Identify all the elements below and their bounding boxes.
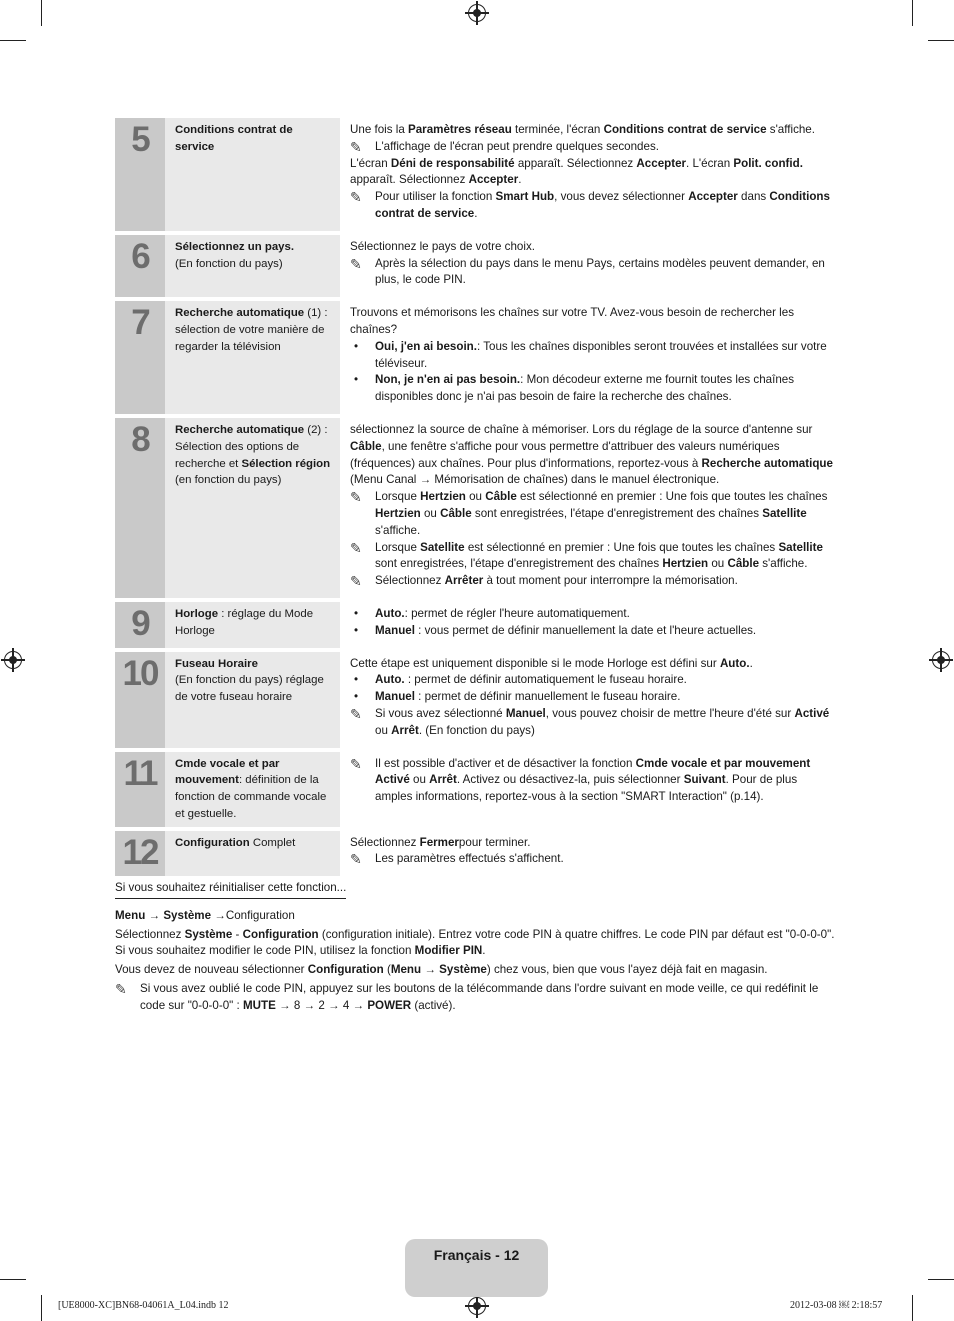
step-description <box>340 752 835 827</box>
text-run: Si vous avez sélectionné <box>375 706 506 720</box>
bullet-item <box>350 372 835 406</box>
text-run: → <box>145 908 164 922</box>
step-number: 8 <box>115 418 165 598</box>
paragraph <box>350 156 835 190</box>
pencil-note-icon: ✎ <box>115 980 127 997</box>
paragraph <box>115 908 835 925</box>
text-run: ou <box>708 557 728 571</box>
bold-text: Arrêter <box>444 574 484 588</box>
text-run: (1) : sélection de votre manière de regarder la télévision <box>175 307 331 353</box>
text-run: L'écran <box>350 156 391 170</box>
step-description <box>340 418 835 598</box>
step-row <box>115 752 835 827</box>
bold-text: Polit. confid. <box>733 156 803 170</box>
bold-text: Modifier PIN <box>414 944 483 958</box>
bold-text: MUTE <box>242 998 276 1012</box>
note-line <box>350 189 835 223</box>
bold-text: Activé <box>375 773 410 787</box>
text-run: Vous devez de nouveau sélectionner <box>115 963 308 977</box>
bold-text: Manuel <box>375 690 415 704</box>
bold-text: Cmde vocale et par mouvement <box>175 757 283 787</box>
step-description <box>340 831 835 877</box>
bold-text: Paramètres réseau <box>408 123 512 136</box>
pencil-note-icon: ✎ <box>350 189 362 206</box>
text-run: est sélectionné en premier : Une fois que toutes les chaînes <box>516 490 831 504</box>
note-line <box>350 540 835 574</box>
text-run: : permet de définir automatiquement le fuseau horaire. <box>404 673 687 687</box>
bold-text: Manuel <box>505 706 546 720</box>
bold-text: POWER <box>367 998 412 1012</box>
bold-text: Satellite <box>420 540 465 554</box>
text-run: ( <box>383 963 391 977</box>
text-run: → 8 → 2 → 4 → <box>275 998 368 1012</box>
note-line <box>350 573 835 590</box>
text-run: . <box>518 173 522 187</box>
text-run: dans <box>737 190 770 204</box>
step-row <box>115 831 835 877</box>
bold-text: Recherche automatique <box>175 423 305 436</box>
step-number: 9 <box>115 602 165 648</box>
bold-text: Menu <box>390 963 422 977</box>
pencil-note-icon: ✎ <box>350 573 362 590</box>
crop-mark <box>0 1279 26 1280</box>
crop-mark <box>928 40 954 41</box>
step-row <box>115 602 835 648</box>
text-run: Une fois la <box>350 123 408 136</box>
paragraph <box>350 305 835 339</box>
text-run: →Configuration <box>211 908 295 922</box>
reset-section-title: Si vous souhaitez réinitialiser cette fonction... <box>115 880 346 899</box>
bold-text: Configuration <box>307 963 384 977</box>
paragraph <box>350 239 835 256</box>
step-row <box>115 652 835 748</box>
step-label <box>165 652 340 748</box>
paragraph <box>115 927 838 961</box>
step-label <box>165 602 340 648</box>
step-row <box>115 235 835 297</box>
text-run: (configuration initiale). Entrez votre code PIN à quatre chiffres. Le code PIN par défaut est "0-0-0-0". Si vous souhaitez modifier le code PIN, utilisez la fonction <box>115 927 838 958</box>
step-label <box>165 301 340 414</box>
registration-mark-icon <box>932 651 950 669</box>
step-description <box>340 602 835 648</box>
note-line <box>350 851 835 868</box>
bold-text: Système <box>163 908 212 922</box>
paragraph <box>115 962 835 979</box>
bold-text: Suivant <box>683 773 726 787</box>
bold-text: Activé <box>794 706 830 720</box>
text-run: ou <box>420 506 441 520</box>
text-run: sont enregistrées, l'étape d'enregistrement des chaînes <box>375 540 827 571</box>
note-line <box>350 706 835 740</box>
text-run: Les paramètres effectués s'affichent. <box>375 852 564 866</box>
text-run: pour terminer. <box>458 835 531 849</box>
bold-text: Arrêt <box>391 723 419 737</box>
crop-mark <box>0 40 26 41</box>
bold-text: Conditions contrat de service <box>175 124 296 153</box>
paragraph <box>350 656 835 673</box>
text-run: Cette étape est uniquement disponible si le mode Horloge est défini sur <box>350 656 720 670</box>
text-run: : Mon décodeur externe me fournit toutes les chaînes disponibles donc je n'ai pas besoin de faire la recherche des chaînes. <box>375 373 798 404</box>
text-run: : Tous les chaînes disponibles seront trouvées et installées sur votre téléviseur. <box>375 339 830 370</box>
pencil-note-icon: ✎ <box>350 138 362 155</box>
step-number: 5 <box>115 118 165 231</box>
text-run: Si vous avez oublié le code PIN, appuyez sur les boutons de la télécommande dans l'ordre suivant en mode veille, ce qui redéfinit le code sur "0-0-0-0" : <box>140 981 822 1012</box>
bold-text: Accepter <box>636 156 687 170</box>
step-label <box>165 235 340 297</box>
bold-text: Arrêt <box>429 773 457 787</box>
text-run: ou <box>465 490 486 504</box>
note-line <box>350 756 835 806</box>
bold-text: Configuration <box>175 836 250 849</box>
bold-text: Non, je n'en ai pas besoin. <box>375 373 521 387</box>
text-run: , vous devez sélectionner <box>554 190 689 204</box>
text-run: ou <box>409 773 430 787</box>
bullet-item <box>350 689 835 706</box>
text-run <box>810 757 813 770</box>
bold-text: Fermer <box>419 835 459 849</box>
bold-text: Recherche automatique <box>701 456 833 470</box>
bold-text: Système <box>439 963 487 977</box>
bold-text: Conditions contrat de service <box>603 123 767 136</box>
crop-mark <box>41 1295 42 1321</box>
text-run: . L'écran <box>686 156 734 170</box>
bold-text: Système <box>184 927 233 941</box>
text-run: , une fenêtre s'affiche pour vous permettre d'attribuer des valeurs numériques (fréquences) aux chaînes. Pour plus d'informations, reportez-vous à <box>350 439 783 470</box>
bullet-item <box>350 623 835 640</box>
bold-text: Satellite <box>762 506 807 520</box>
step-number: 6 <box>115 235 165 297</box>
text-run: Sélectionnez <box>350 835 420 849</box>
bold-text: Hertzien <box>375 506 421 520</box>
note-line <box>350 139 835 156</box>
paragraph <box>350 122 835 139</box>
text-run: à tout moment pour interrompre la mémorisation. <box>483 574 738 588</box>
text-run: . Pour de plus amples informations, reportez-vous à la section "SMART Interaction" (p.14). <box>375 773 801 804</box>
bold-text: Fuseau Horaire <box>175 657 258 670</box>
text-run: : permet de définir manuellement le fuseau horaire. <box>414 690 681 704</box>
pencil-note-icon: ✎ <box>350 705 362 722</box>
step-label <box>165 831 340 877</box>
bold-text: Câble <box>440 506 472 520</box>
bold-text: Auto. <box>375 673 405 687</box>
step-row <box>115 118 835 231</box>
step-row <box>115 418 835 598</box>
text-run: , vous pouvez choisir de mettre l'heure d'été sur <box>545 706 795 720</box>
bold-text: Smart Hub <box>495 190 555 204</box>
registration-mark-icon <box>468 4 486 22</box>
pencil-note-icon: ✎ <box>350 755 362 772</box>
text-run: : définition de la fonction de commande vocale et gestuelle. <box>175 774 330 820</box>
bold-text: Hertzien <box>662 557 709 571</box>
bold-text: Auto. <box>375 606 405 620</box>
text-run: . <box>474 206 478 220</box>
step-number: 7 <box>115 301 165 414</box>
bold-text: Conditions contrat de service <box>375 190 834 220</box>
text-run: : permet de régler l'heure automatiquement. <box>404 606 630 620</box>
crop-mark <box>912 1295 913 1321</box>
bullet-item <box>350 672 835 689</box>
text-run: → <box>421 963 440 977</box>
text-run: sélectionnez la source de chaîne à mémoriser. Lors du réglage de la source d'antenne sur <box>350 422 816 436</box>
bold-text: Horloge <box>175 607 219 620</box>
bold-text: Déni de responsabilité <box>390 156 515 170</box>
pencil-note-icon: ✎ <box>350 851 362 868</box>
step-label <box>165 418 340 598</box>
text-run: (En fonction du pays) <box>175 257 283 270</box>
crop-mark <box>912 0 913 26</box>
step-number: 11 <box>115 752 165 827</box>
step-description <box>340 235 835 297</box>
step-description <box>340 118 835 231</box>
page-number-badge: Français - 12 <box>405 1239 548 1297</box>
text-run: - <box>232 927 243 941</box>
bold-text: Accepter <box>688 190 738 204</box>
paragraph <box>350 422 835 489</box>
bold-text: Auto. <box>719 656 750 670</box>
text-run: s'affiche. <box>766 123 815 136</box>
text-run: . (En fonction du pays) <box>418 723 535 737</box>
pencil-note-icon: ✎ <box>350 539 362 556</box>
text-run: : vous permet de définir manuellement la date et l'heure actuelles. <box>414 623 757 637</box>
paragraph <box>350 835 835 852</box>
text-run: terminée, l'écran <box>511 123 604 136</box>
bold-text: Sélection région <box>241 457 331 470</box>
text-run: (2) : Sélection des options de recherche et <box>175 423 331 470</box>
bold-text: Oui, j'en ai besoin. <box>375 339 477 353</box>
text-run: ) chez vous, bien que vous l'ayez déjà fait en magasin. <box>486 963 768 977</box>
step-label <box>165 752 340 827</box>
step-row <box>115 301 835 414</box>
bold-text: Hertzien <box>420 490 466 504</box>
text-run: Il est possible d'activer et de désactiver la fonction <box>375 756 636 770</box>
text-run: (en fonction du pays) <box>175 457 334 487</box>
setup-steps-table <box>115 118 835 880</box>
text-run: Lorsque <box>375 490 421 504</box>
text-run: L'affichage de l'écran peut prendre quelques secondes. <box>375 139 659 153</box>
bold-text: Câble <box>350 439 382 453</box>
text-run: Pour utiliser la fonction <box>375 190 496 204</box>
note-line <box>350 489 835 539</box>
text-run: Lorsque <box>375 540 421 554</box>
text-run: apparaît. Sélectionnez <box>350 156 807 187</box>
text-run: sont enregistrées, l'étape d'enregistrement des chaînes <box>471 506 763 520</box>
bold-text: Manuel <box>375 623 415 637</box>
text-run: Complet <box>249 836 296 849</box>
text-run: Sélectionnez <box>375 574 445 588</box>
step-description <box>340 652 835 748</box>
reset-section <box>115 880 838 1017</box>
text-run: est sélectionné en premier : Une fois que toutes les chaînes <box>464 540 779 554</box>
text-run: (activé). <box>411 998 456 1012</box>
text-run: ou <box>375 706 833 737</box>
text-run: Après la sélection du pays dans le menu Pays, certains modèles peuvent demander, en plus, le code PIN. <box>375 256 829 287</box>
text-run: . <box>482 944 486 958</box>
bullet-item <box>350 606 835 623</box>
pencil-note-icon: ✎ <box>350 255 362 272</box>
text-run: s'affiche. <box>759 557 808 571</box>
reset-section-body <box>115 908 838 1015</box>
text-run: (Menu Canal → Mémorisation de chaînes) dans le manuel électronique. <box>350 456 837 487</box>
bold-text: Configuration <box>242 927 319 941</box>
bold-text: Câble <box>727 557 760 571</box>
print-slug-right: 2012-03-08 ￼ 2:18:57 <box>790 1300 883 1311</box>
text-run: Sélectionnez le pays de votre choix. <box>350 239 535 253</box>
print-slug-left: [UE8000-XC]BN68-04061A_L04.indb 12 <box>58 1300 229 1311</box>
pencil-note-icon: ✎ <box>350 489 362 506</box>
bold-text: Menu <box>115 908 146 922</box>
text-run: s'affiche. <box>375 506 810 537</box>
text-run: (En fonction du pays) réglage de votre fuseau horaire <box>175 674 324 704</box>
bold-text: Satellite <box>778 540 823 554</box>
text-run: : réglage du Mode Horloge <box>175 607 317 637</box>
bold-text: Cmde vocale et par mouvement <box>635 756 811 770</box>
step-number: 12 <box>115 831 165 877</box>
step-label <box>165 118 340 231</box>
text-run: . <box>749 656 753 670</box>
crop-mark <box>928 1279 954 1280</box>
bold-text: Sélectionnez un pays. <box>175 240 295 253</box>
step-description <box>340 301 835 414</box>
registration-mark-icon <box>468 1297 486 1315</box>
note-line <box>350 256 835 290</box>
bold-text: Recherche automatique <box>175 307 305 320</box>
step-number: 10 <box>115 652 165 748</box>
note-line <box>115 981 835 1015</box>
bullet-item <box>350 339 835 373</box>
crop-mark <box>41 0 42 26</box>
registration-mark-icon <box>4 651 22 669</box>
text-run: apparaît. Sélectionnez <box>514 156 637 170</box>
bold-text: Accepter <box>468 173 519 187</box>
text-run: . Activez ou désactivez-la, puis sélectionner <box>456 773 684 787</box>
text-run: Sélectionnez <box>115 927 185 941</box>
bold-text: Câble <box>485 490 517 504</box>
text-run: Trouvons et mémorisons les chaînes sur votre TV. Avez-vous besoin de rechercher les chaînes? <box>350 306 798 336</box>
